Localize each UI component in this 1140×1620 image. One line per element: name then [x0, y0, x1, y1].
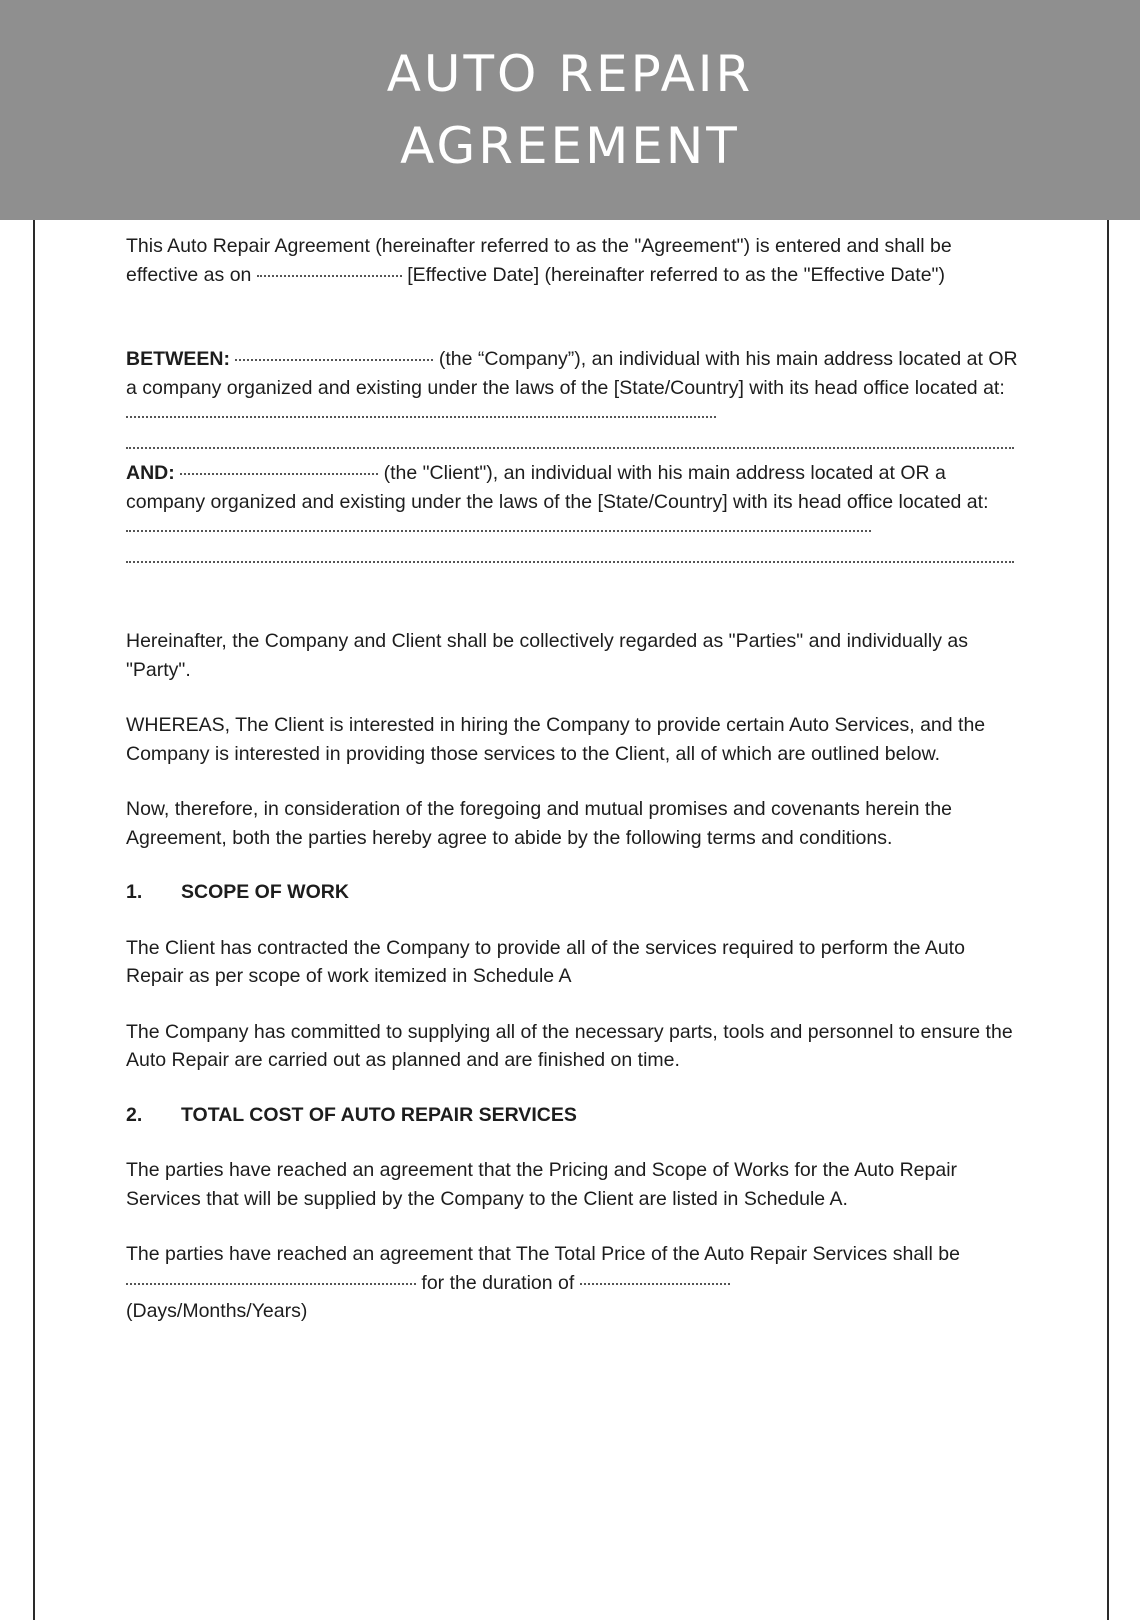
section-1-paragraph-2: The Company has committed to supplying all of the necessary parts, tools and personnel to ensure the Auto Repair are carried out as planned and are finished on time.	[126, 1020, 1013, 1071]
duration-text: for the duration of	[421, 1271, 575, 1294]
between-label: BETWEEN:	[126, 348, 230, 370]
now-therefore-paragraph: Now, therefore, in consideration of the foregoing and mutual promises and covenants herein the Agreement, both the parties hereby agree to abide by the following terms and conditions.	[126, 798, 953, 849]
section-1-title: SCOPE OF WORK	[181, 881, 349, 903]
section-2-heading	[126, 1101, 1018, 1130]
document-title-line-1: AUTO REPAIR	[386, 45, 754, 103]
title-banner	[0, 0, 1140, 220]
intro-text-end: [Effective Date] (hereinafter referred to as the "Effective Date")	[407, 263, 945, 286]
client-name-blank[interactable]	[180, 472, 378, 475]
client-address-blank-2[interactable]	[126, 545, 1018, 574]
intro-paragraph	[126, 232, 1018, 289]
hereinafter-paragraph: Hereinafter, the Company and Client shall be collectively regarded as "Parties" and individually as "Party".	[126, 630, 968, 681]
section-2-number: 2.	[126, 1103, 143, 1126]
between-text: (the “Company”), an individual with his main address located at OR a company organized and existing under the laws of the [State/Country] with its head office located at:	[126, 348, 1018, 399]
total-price-text: The parties have reached an agreement that The Total Price of the Auto Repair Services shall be	[126, 1243, 960, 1265]
section-2-title: TOTAL COST OF AUTO REPAIR SERVICES	[181, 1103, 577, 1126]
section-1-heading	[126, 878, 1018, 907]
document-title-line-2: AGREEMENT	[400, 117, 740, 175]
and-paragraph	[126, 459, 1018, 545]
section-2-paragraph-1: The parties have reached an agreement that the Pricing and Scope of Works for the Auto Repair Services that will be supplied by the Company to the Client are listed in Schedule A.	[126, 1159, 958, 1210]
document-body	[126, 232, 1018, 1326]
intro-text-start: This Auto Repair Agreement (hereinafter referred to as the "Agreement") is entered and shall be effective as on	[126, 235, 952, 286]
duration-blank[interactable]	[580, 1282, 730, 1285]
total-price-blank[interactable]	[126, 1282, 416, 1285]
effective-date-blank[interactable]	[257, 274, 402, 277]
company-address-blank-1[interactable]	[126, 415, 716, 418]
whereas-paragraph: WHEREAS, The Client is interested in hiring the Company to provide certain Auto Services, and the Company is interested in providing those services to the Client, all of which are outlined below.	[126, 714, 986, 765]
section-2-paragraph-2	[126, 1240, 1018, 1326]
and-text: (the "Client"), an individual with his main address located at OR a company organized and existing under the laws of the [State/Country] with its head office located at:	[126, 462, 989, 513]
company-name-blank[interactable]	[235, 358, 433, 361]
company-address-blank-2[interactable]	[126, 431, 1018, 460]
and-label: AND:	[126, 462, 175, 484]
section-1-number: 1.	[126, 881, 143, 903]
between-paragraph	[126, 345, 1018, 431]
duration-unit-text: (Days/Months/Years)	[126, 1300, 308, 1322]
client-address-blank-1[interactable]	[126, 529, 871, 532]
section-1-paragraph-1: The Client has contracted the Company to provide all of the services required to perform the Auto Repair as per scope of work itemized in Schedule A	[126, 936, 965, 987]
